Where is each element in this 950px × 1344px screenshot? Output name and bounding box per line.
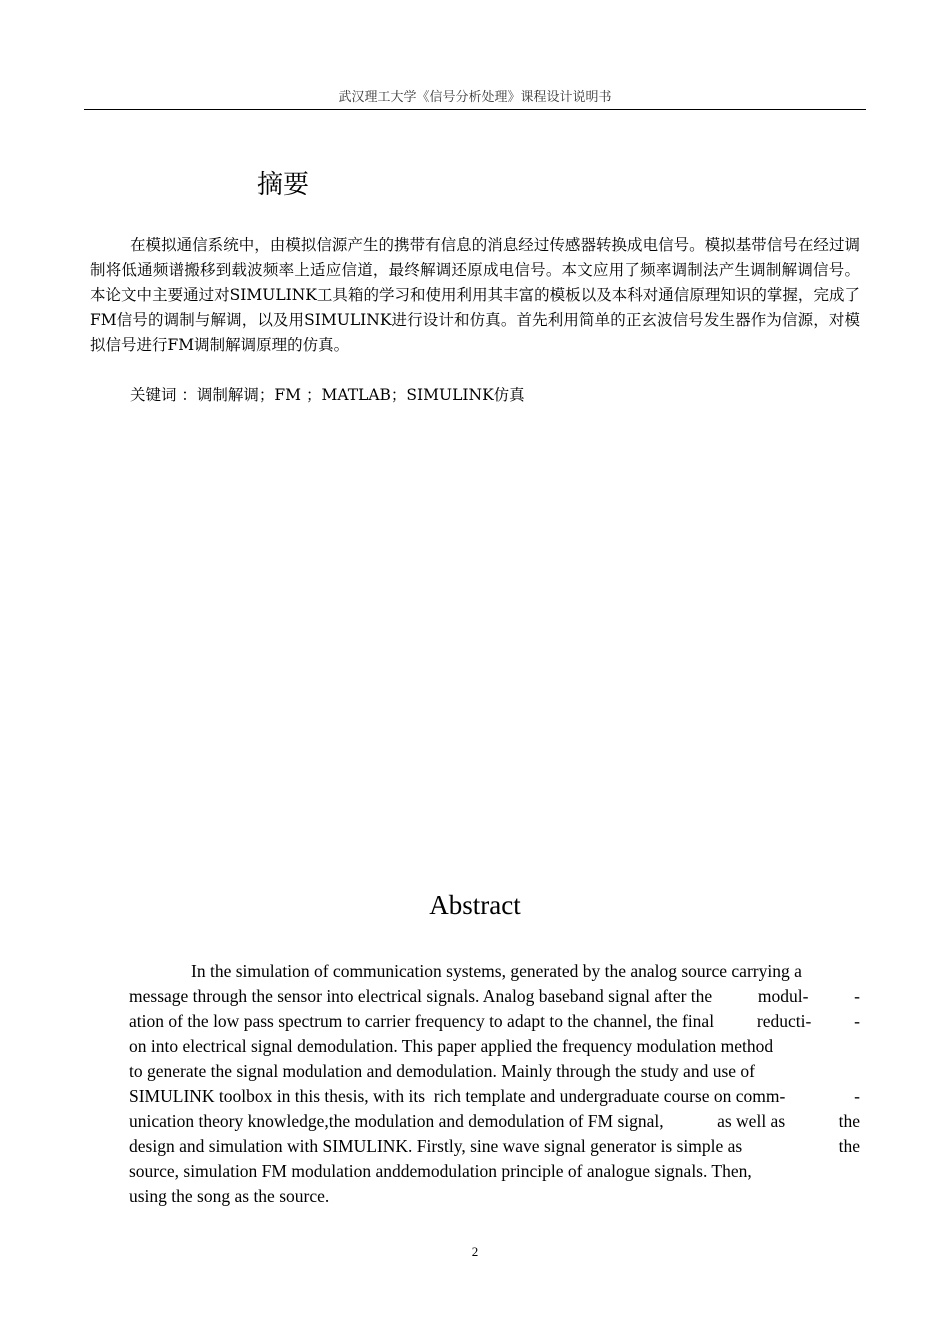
- abstract-line: [129, 1159, 860, 1184]
- abstract-line: [129, 1109, 860, 1134]
- chinese-keywords: 关键词 ：调制解调；FM ；MATLAB；SIMULINK仿真: [130, 386, 525, 404]
- abstract-line-segment: modul-: [757, 986, 809, 1006]
- abstract-line: [129, 1034, 860, 1059]
- english-abstract-body: [129, 959, 860, 1209]
- english-abstract-title: Abstract: [429, 890, 521, 920]
- abstract-line: [129, 1084, 860, 1109]
- chinese-abstract-title: 摘要: [257, 170, 310, 200]
- abstract-line: [129, 1184, 860, 1209]
- abstract-line-segment: the: [838, 1111, 860, 1131]
- abstract-line-segment: -: [854, 1011, 860, 1031]
- abstract-line-segment: unication theory knowledge,the modulation and demodulation of FM signal,: [129, 1111, 664, 1131]
- abstract-line-segment: message through the sensor into electrical signals. Analog baseband signal after the: [129, 986, 713, 1006]
- abstract-line-segment: -: [854, 986, 860, 1006]
- abstract-line: [129, 1134, 860, 1159]
- abstract-line-segment: as well as: [717, 1111, 786, 1131]
- abstract-line-segment: ation of the low pass spectrum to carrier frequency to adapt to the channel, the final: [129, 1011, 715, 1031]
- abstract-line: [129, 1059, 860, 1084]
- abstract-line: [129, 959, 860, 984]
- abstract-line-segment: reducti-: [756, 1011, 812, 1031]
- abstract-line-segment: SIMULINK toolbox in this thesis, with its rich template and undergraduate course on comm-: [129, 1086, 786, 1106]
- abstract-line-segment: using the song as the source.: [129, 1186, 330, 1206]
- page-number: 2: [471, 1244, 479, 1259]
- running-header: 武汉理工大学《信号分析处理》课程设计说明书: [338, 90, 612, 105]
- abstract-line-segment: on into electrical signal demodulation. This paper applied the frequency modulation method: [129, 1036, 774, 1056]
- abstract-line-segment: -: [854, 1086, 860, 1106]
- abstract-line-segment: source, simulation FM modulation anddemodulation principle of analogue signals. Then,: [129, 1161, 752, 1181]
- header-rule: [84, 109, 866, 110]
- chinese-abstract-body: 在模拟通信系统中，由模拟信源产生的携带有信息的消息经过传感器转换成电信号。模拟基带信号在经过调制将低通频谱搬移到载波频率上适应信道，最终解调还原成电信号。本文应用了频率调制法产生调制解调信号。本论文中主要通过对SIMULINK工具箱的学习和使用利用其丰富的模板以及本科对通信原理知识的掌握，完成了FM信号的调制与解调，以及用SIMULINK进行设计和仿真。首先利用简单的正玄波信号发生器作为信源，对模拟信号进行FM调制解调原理的仿真。: [90, 236, 860, 354]
- abstract-line: [129, 984, 860, 1009]
- abstract-line-segment: In the simulation of communication systems, generated by the analog source carrying a: [191, 961, 802, 981]
- abstract-line: [129, 1009, 860, 1034]
- abstract-line-segment: to generate the signal modulation and demodulation. Mainly through the study and use of: [129, 1061, 755, 1081]
- abstract-line-segment: design and simulation with SIMULINK. Firstly, sine wave signal generator is simple as: [129, 1136, 743, 1156]
- abstract-line-segment: the: [838, 1136, 860, 1156]
